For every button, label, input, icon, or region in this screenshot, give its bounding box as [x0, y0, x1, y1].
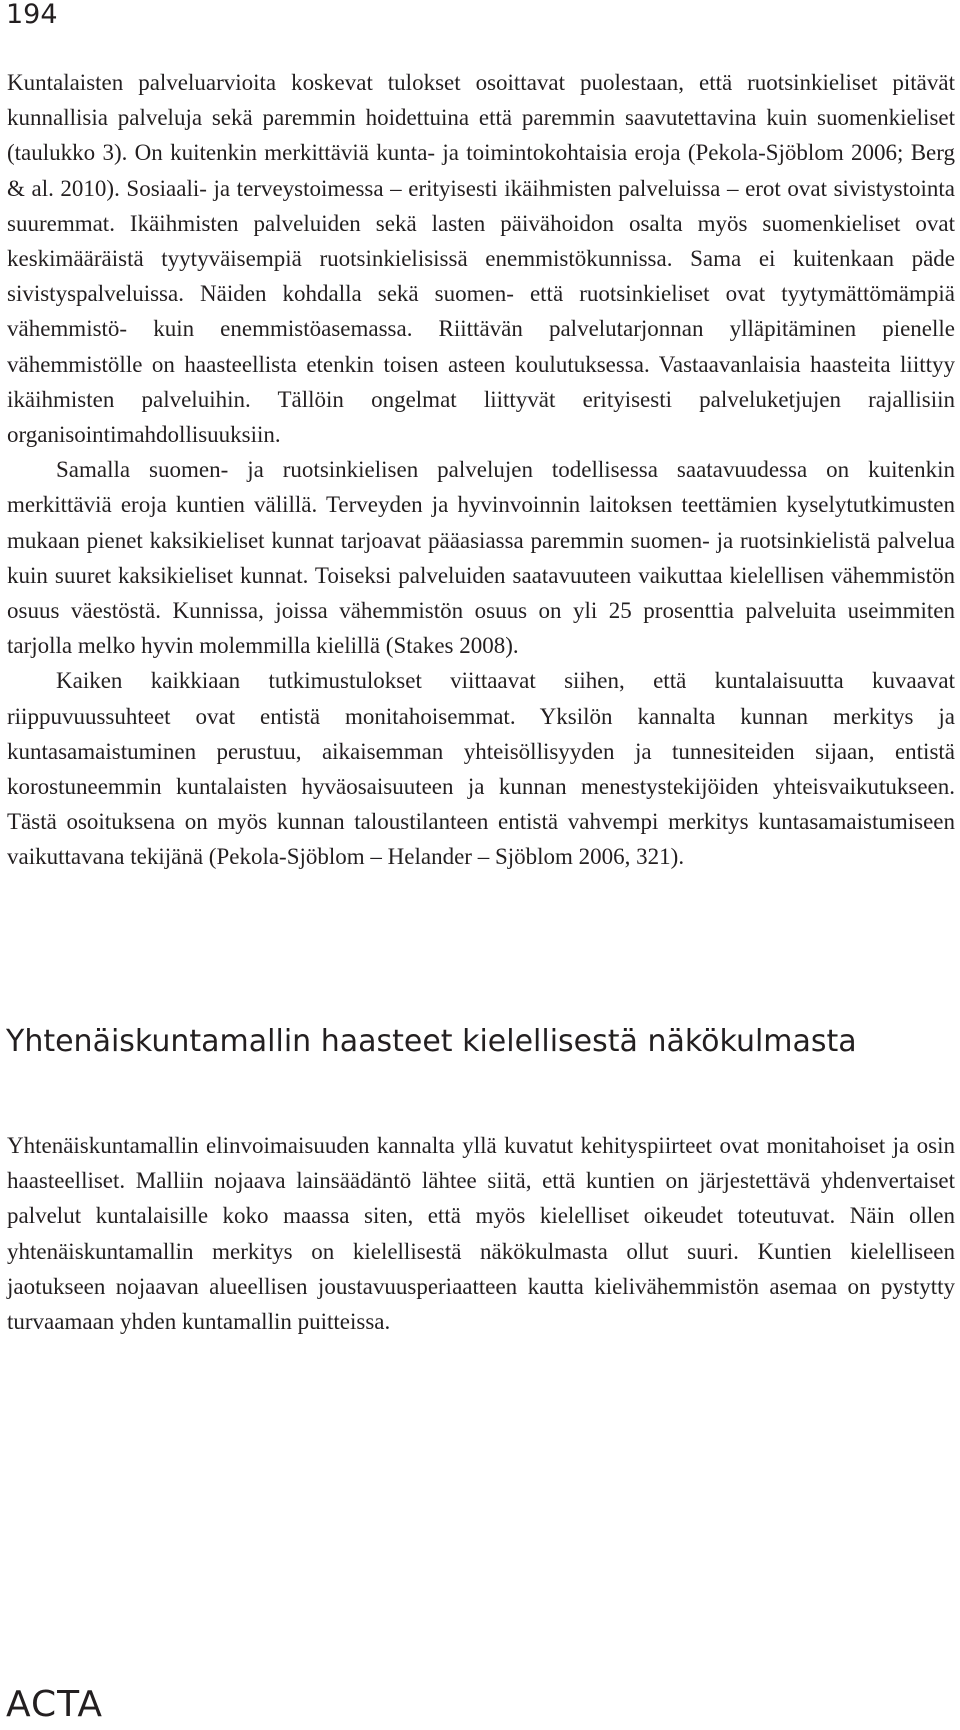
paragraph-2: Samalla suomen- ja ruotsinkielisen palvelujen todellisessa saatavuudessa on kuitenkin merkittäviä eroja kuntien välillä. Terveyden ja hyvinvoinnin laitoksen teettämien kyselytutkimusten mukaan pienet kaksikieliset kunnat tarjoavat pääasiassa paremmin suomen- ja ruotsinkielistä palvelua kuin suuret kaksikieliset kunnat. Toiseksi palveluiden saatavuuteen vaikuttaa kielellisen vähemmistön osuus väestöstä. Kunnissa, joissa vähemmistön osuus on yli 25 prosenttia palveluita useimmiten tarjolla melko hyvin molemmilla kielillä (Stakes 2008).	[7, 457, 955, 659]
section-text	[7, 1128, 955, 1339]
acta-logo: ACTA	[6, 1684, 103, 1725]
page-number: 194	[6, 0, 58, 30]
section-paragraph: Yhtenäiskuntamallin elinvoimaisuuden kannalta yllä kuvatut kehityspiirteet ovat monitahoiset ja osin haasteelliset. Malliin nojaava lainsäädäntö lähtee siitä, että kuntien on järjestettävä yhdenvertaiset palvelut kuntalaisille koko maassa siten, että myös kielelliset oikeudet toteutuvat. Näin ollen yhtenäiskuntamallin merkitys on kielellisestä näkökulmasta ollut suuri. Kuntien kielelliseen jaotukseen nojaavan alueellisen joustavuusperiaatteen kautta kielivähemmistön asemaa on pystytty turvaamaan yhden kuntamallin puitteissa.	[7, 1133, 955, 1335]
paragraph-3: Kaiken kaikkiaan tutkimustulokset viittaavat siihen, että kuntalaisuutta kuvaavat riippuvuussuhteet ovat entistä monitahoisemmat. Yksilön kannalta kunnan merkitys ja kuntasamaistuminen perustuu, aikaisemman yhteisöllisyyden ja tunnesiteiden sijaan, entistä korostuneemmin kuntalaisten hyväosaisuuteen ja kunnan menestystekijöiden yhteisvaikutukseen. Tästä osoituksena on myös kunnan taloustilanteen entistä vahvempi merkitys kuntasamaistumiseen vaikuttavana tekijänä (Pekola-Sjöblom – Helander – Sjöblom 2006, 321).	[7, 668, 955, 870]
section-heading: Yhtenäiskuntamallin haasteet kielellisestä näkökulmasta	[6, 1024, 857, 1059]
paragraph-1: Kuntalaisten palveluarvioita koskevat tulokset osoittavat puolestaan, että ruotsinkieliset pitävät kunnallisia palveluja sekä paremmin hoidettuina että paremmin saavutettavina kuin suomenkieliset (taulukko 3). On kuitenkin merkittäviä kunta- ja toimintokohtaisia eroja (Pekola-Sjöblom 2006; Berg & al. 2010). Sosiaali- ja terveystoimessa – erityisesti ikäihmisten palveluissa – erot ovat sivistystointa suuremmat. Ikäihmisten palveluiden sekä lasten päivähoidon osalta myös suomenkieliset ovat keskimääräistä tyytyväisempiä ruotsinkielisissä enemmistökunnissa. Sama ei kuitenkaan päde sivistyspalveluissa. Näiden kohdalla sekä suomen- että ruotsinkieliset ovat tyytymättömämpiä vähemmistö- kuin enemmistöasemassa. Riittävän palvelutarjonnan ylläpitäminen pienelle vähemmistölle on haasteellista etenkin toisen asteen koulutuksessa. Vastaavanlaisia haasteita liittyy ikäihmisten palveluihin. Tällöin ongelmat liittyvät erityisesti palveluketjujen rajallisiin organisointimahdollisuuksiin.	[7, 70, 955, 448]
body-text	[7, 65, 955, 875]
